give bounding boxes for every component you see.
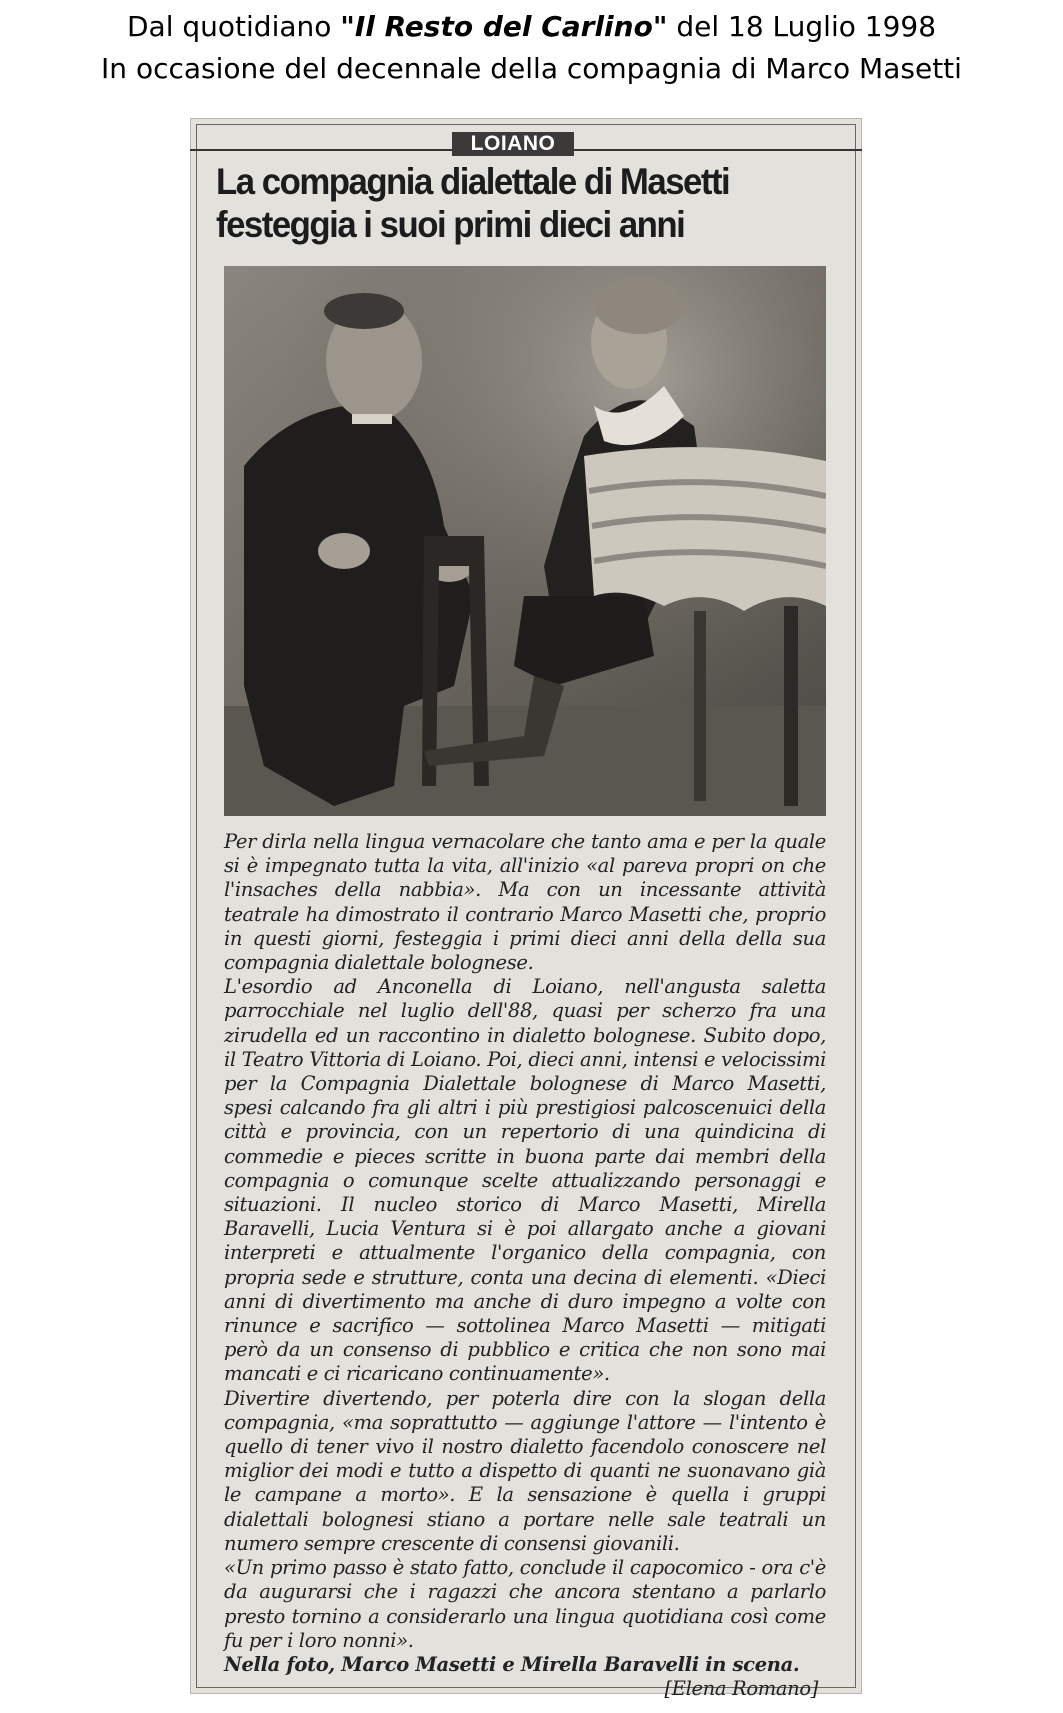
kicker-label: LOIANO [452,132,574,156]
newspaper-name: "Il Resto del Carlino" [340,10,668,43]
header-date: del 18 Luglio 1998 [667,10,937,43]
article-body [224,830,826,1701]
article-paragraph: Per dirla nella lingua vernacolare che tanto ama e per la quale si è impegnato tutta la vita, all'inizio «al pareva propri on che l'insaches della nabbia». Ma con un incessante attività teatrale ha dimostrato il contrario Marco Masetti che, proprio in questi giorni, festeggia i primi dieci anni della della sua compagnia dialettale bolognese. [224,830,826,975]
header-line-1 [0,6,1063,48]
headline [216,160,818,246]
article-photo [224,266,826,816]
header-line-2: In occasione del decennale della compagnia di Marco Masetti [101,52,962,85]
article-paragraph: L'esordio ad Anconella di Loiano, nell'angusta saletta parrocchiale nel luglio dell'88, quasi per scherzo fra una zirudella ed un raccontino in dialetto bolognese. Subito dopo, il Teatro Vittoria di Loiano. Poi, dieci anni, intensi e velocissimi per la Compagnia Dialettale bolognese di Marco Masetti, spesi calcando fra gli altri i più prestigiosi palcoscenuici della città e provincia, con un repertorio di una quindicina di commedie e pieces scritte in buona parte dai membri della compagnia o comunque scelte attualizzando personaggi e situazioni. Il nucleo storico di Marco Masetti, Mirella Baravelli, Lucia Ventura si è poi allargato anche a giovani interpreti e attualmente l'organico della compagnia, con propria sede e strutture, conta una decina di elementi. «Dieci anni di divertimento ma anche di duro impegno a volte con rinunce e sacrifico — sottolinea Marco Masetti — mitigati però da un consenso di pubblico e critica che non sono mai mancati e ci ricaricano continuamente». [224,975,826,1386]
stage-photo-image [224,266,826,816]
header-source-prefix: Dal quotidiano [126,10,341,43]
headline-line-2: festeggia i suoi primi dieci anni [216,204,685,245]
article-paragraph: «Un primo passo è stato fatto, conclude il capocomico - ora c'è da augurarsi che i ragazzi che ancora stentano a parlarlo presto tornino a considerarlo una lingua quotidiana così come fu per i loro nonni». [224,1556,826,1652]
article-paragraph: Divertire divertendo, per poterla dire con la slogan della compagnia, «ma soprattutto — aggiunge l'attore — l'intento è quello di tener vivo il nostro dialetto facendolo conoscere nel miglior dei modi e tutto a dispetto di quanti ne suonavano già le campane a morto». E la sensazione è quella i gruppi dialettali bolognesi stiano a portare nelle sale teatrali un numero sempre crescente di consensi giovanili. [224,1386,826,1555]
byline: [Elena Romano] [664,1677,818,1701]
headline-line-1: La compagnia dialettale di Masetti [216,161,730,202]
newspaper-clipping [190,118,862,1701]
page-header [0,6,1063,90]
photo-caption: Nella foto, Marco Masetti e Mirella Baravelli in scena. [224,1652,800,1676]
